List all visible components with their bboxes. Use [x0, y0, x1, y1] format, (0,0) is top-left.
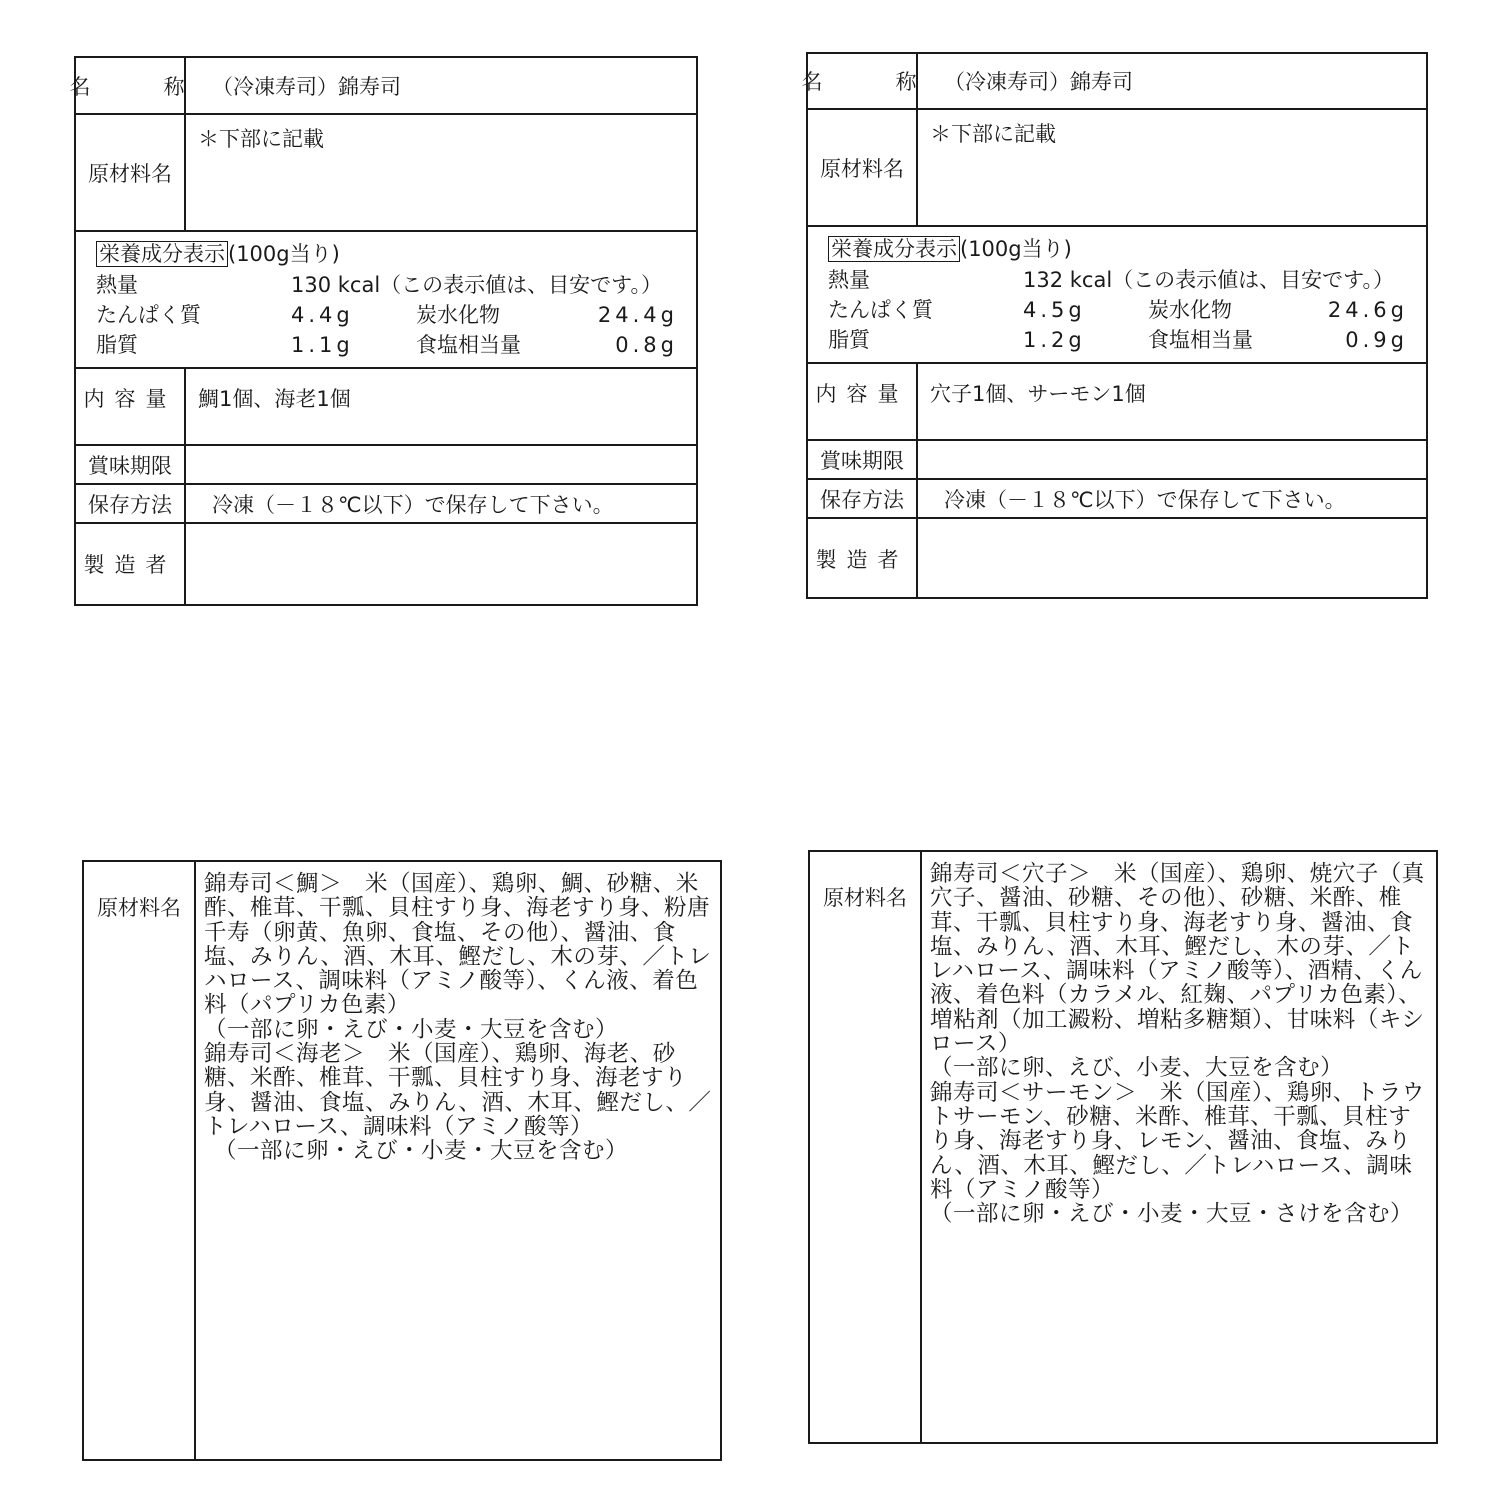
protein-value: 4.5g — [1023, 298, 1086, 322]
storage-row — [808, 480, 1426, 519]
expiry-value — [918, 441, 1426, 478]
storage-header: 保存方法 — [808, 480, 918, 517]
contents-row — [808, 364, 1426, 441]
expiry-value — [186, 446, 696, 483]
contents-value: 穴子1個、サーモン1個 — [930, 382, 1146, 406]
maker-row — [76, 524, 696, 604]
storage-header: 保存方法 — [76, 485, 186, 522]
carb-value: 24.6g — [1327, 298, 1408, 322]
maker-row — [808, 519, 1426, 599]
nutrition-title — [96, 238, 678, 268]
nutrition-grid — [96, 300, 678, 360]
allergens-anago: （一部に卵、えび、小麦、大豆を含む） — [930, 1055, 1344, 1082]
nutrition-title-suffix: (100g当り) — [960, 237, 1072, 261]
storage-row — [76, 485, 696, 524]
carb-label: 炭水化物 — [1148, 298, 1232, 322]
nutrition-title-boxed: 栄養成分表示 — [96, 241, 228, 267]
nutrition-section — [76, 232, 696, 369]
ingredients-header: 原材料名 — [76, 115, 186, 230]
energy-line — [828, 265, 1408, 295]
maker-header: 製造者 — [76, 524, 186, 604]
protein-label: たんぱく質 — [96, 303, 201, 327]
ingredients-tai: 錦寿司＜鯛＞ 米（国産）、鶏卵、鯛、砂糖、米酢、椎茸、干瓢、貝柱すり身、海老すり身、粉唐千寿（卵黄、魚卵、食塩、その他）、醤油、食塩、みりん、酒、木耳、鰹だし、木の芽、／トレハロース、調味料（アミノ酸等）、くん液、着色料（パプリカ色素） — [204, 871, 712, 1019]
name-value: （冷凍寿司）錦寿司 — [944, 70, 1133, 94]
ingredient-list-body — [196, 862, 720, 1459]
ingredients-row — [76, 115, 696, 232]
expiry-row — [808, 441, 1426, 480]
maker-value — [918, 519, 1426, 599]
storage-value: 冷凍（－１８℃以下）で保存して下さい。 — [212, 492, 614, 517]
expiry-header: 賞味期限 — [76, 446, 186, 483]
maker-value — [186, 524, 696, 604]
expiry-header: 賞味期限 — [808, 441, 918, 478]
ingredients-value: ＊下部に記載 — [198, 127, 324, 151]
contents-row — [76, 369, 696, 446]
ingredient-list-anago-salmon — [808, 850, 1438, 1444]
salt-value: 0.9g — [1345, 328, 1408, 352]
nutrition-title-suffix: (100g当り) — [228, 242, 340, 266]
ingredients-salmon: 錦寿司＜サーモン＞ 米（国産）、鶏卵、トラウトサーモン、砂糖、米酢、椎茸、干瓢、貝柱すり身、海老すり身、レモン、醤油、食塩、みりん、酒、木耳、鰹だし、／トレハロース、調味料（アミノ酸等） — [930, 1079, 1425, 1203]
energy-label: 熱量 — [828, 268, 870, 292]
expiry-row — [76, 446, 696, 485]
label-table-anago-salmon — [801, 52, 1428, 599]
nutrition-section — [808, 227, 1426, 364]
protein-label: たんぱく質 — [828, 298, 933, 322]
allergens-salmon: （一部に卵・えび・小麦・大豆・さけを含む） — [930, 1201, 1414, 1228]
energy-value: 130 kcal（この表示値は、目安です。） — [291, 273, 662, 297]
name-header: 名 称 — [76, 58, 186, 113]
ingredient-list-body — [922, 852, 1436, 1442]
allergens-ebi: （一部に卵・えび・小麦・大豆を含む） — [214, 1138, 629, 1165]
allergens-tai: （一部に卵・えび・小麦・大豆を含む） — [204, 1016, 619, 1043]
ingredient-list-header: 原材料名 — [810, 852, 922, 1442]
ingredients-value: ＊下部に記載 — [930, 122, 1056, 146]
nutrition-title-boxed: 栄養成分表示 — [828, 236, 960, 262]
salt-value: 0.8g — [615, 333, 678, 357]
contents-header: 内容量 — [808, 364, 918, 439]
name-row — [801, 54, 1426, 110]
carb-value: 24.4g — [597, 303, 678, 327]
fat-value: 1.2g — [1023, 328, 1086, 352]
energy-value: 132 kcal（この表示値は、目安です。） — [1023, 268, 1394, 292]
label-table-tai-ebi — [69, 56, 698, 606]
contents-header: 内容量 — [76, 369, 186, 444]
salt-label: 食塩相当量 — [416, 333, 521, 357]
name-value: （冷凍寿司）錦寿司 — [212, 74, 401, 99]
ingredients-header: 原材料名 — [808, 110, 918, 225]
energy-label: 熱量 — [96, 273, 138, 297]
ingredient-list-header: 原材料名 — [84, 862, 196, 1459]
ingredients-anago: 錦寿司＜穴子＞ 米（国産）、鶏卵、焼穴子（真穴子、醤油、砂糖、その他）、砂糖、米酢、椎茸、干瓢、貝柱すり身、海老すり身、醤油、食塩、みりん、酒、木耳、鰹だし、木の芽、／トレハロース、調味料（アミノ酸等）、酒精、くん液、着色料（カラメル、紅麹、パプリカ色素）、増粘剤（加工澱粉、増粘多糖類）、甘味料（キシロース） — [930, 861, 1425, 1058]
protein-value: 4.4g — [291, 303, 354, 327]
contents-value: 鯛1個、海老1個 — [198, 387, 351, 411]
name-row — [69, 58, 696, 115]
fat-label: 脂質 — [828, 328, 870, 352]
name-header: 名 称 — [808, 54, 918, 108]
nutrition-grid — [828, 295, 1408, 355]
storage-value: 冷凍（－１８℃以下）で保存して下さい。 — [944, 487, 1346, 512]
ingredient-list-tai-ebi — [82, 860, 722, 1461]
nutrition-title — [828, 233, 1408, 263]
carb-label: 炭水化物 — [416, 303, 500, 327]
fat-label: 脂質 — [96, 333, 138, 357]
energy-line — [96, 270, 678, 300]
fat-value: 1.1g — [291, 333, 354, 357]
maker-header: 製造者 — [808, 519, 918, 599]
ingredients-row — [808, 110, 1426, 227]
salt-label: 食塩相当量 — [1148, 328, 1253, 352]
ingredients-ebi: 錦寿司＜海老＞ 米（国産）、鶏卵、海老、砂糖、米酢、椎茸、干瓢、貝柱すり身、海老すり身、醤油、食塩、みりん、酒、木耳、鰹だし、／トレハロース、調味料（アミノ酸等） — [204, 1041, 712, 1140]
